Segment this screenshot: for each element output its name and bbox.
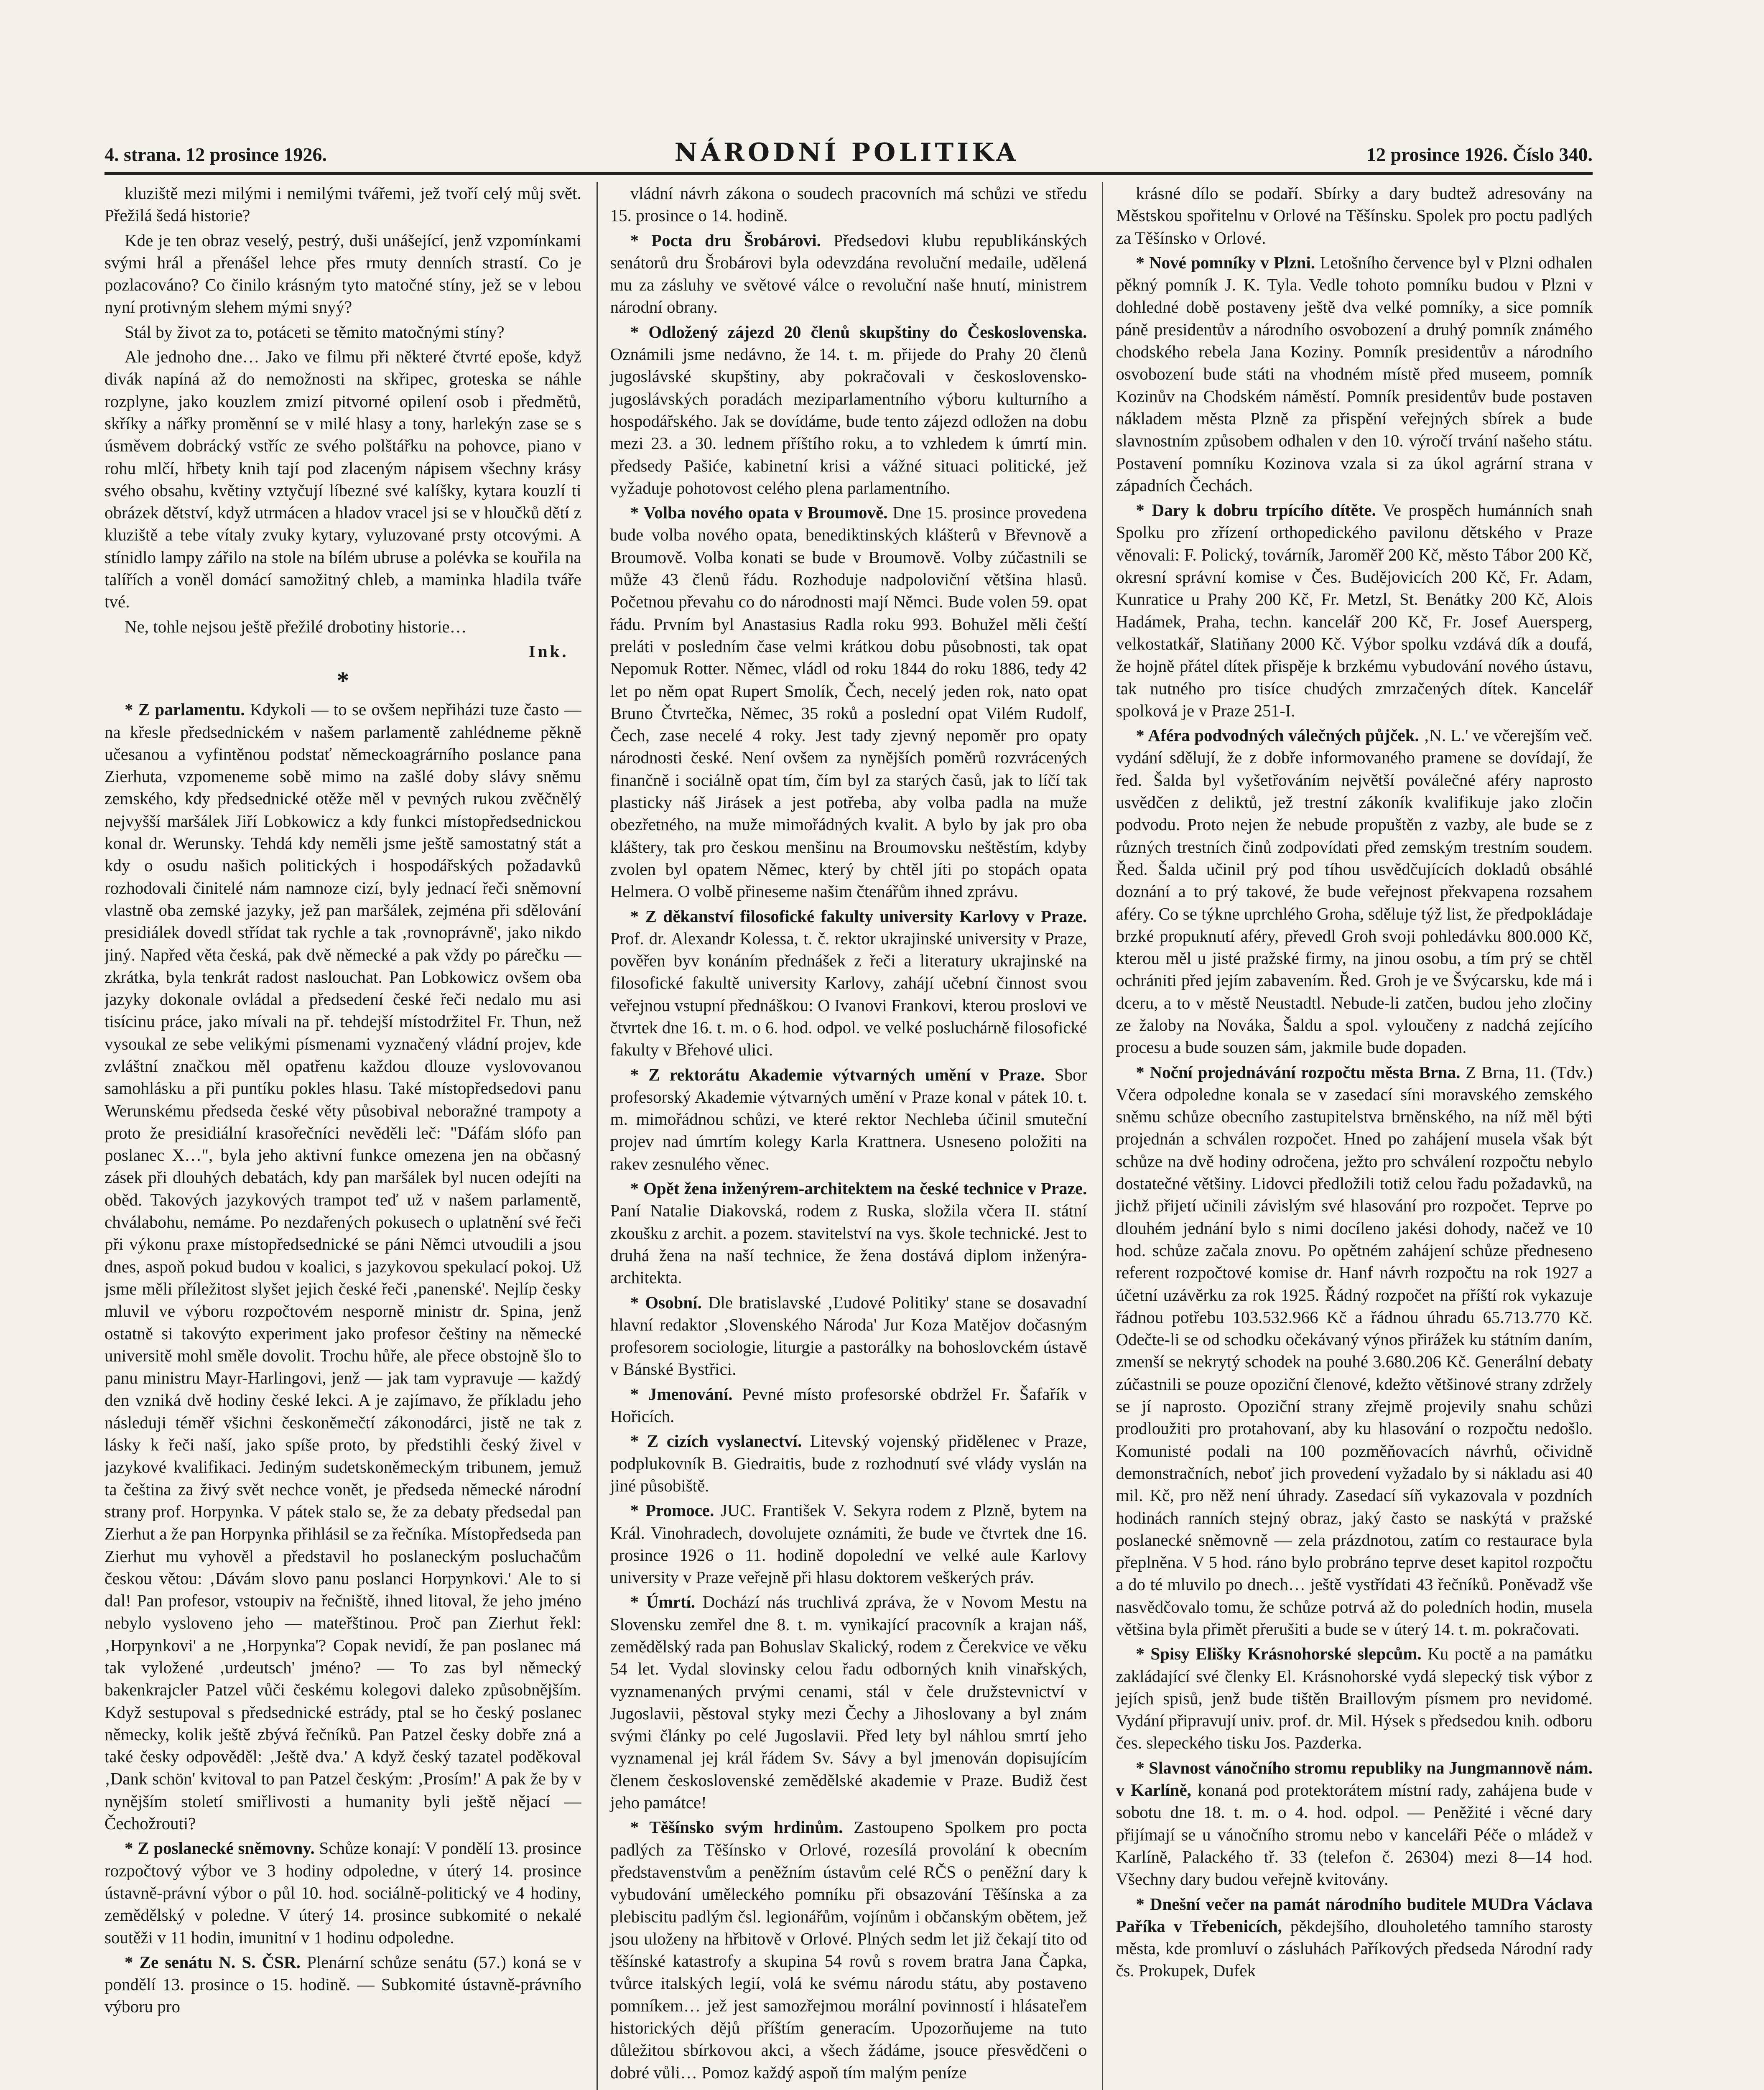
article <box>610 502 1087 902</box>
paragraph: vládní návrh zákona o soudech pracovních má schůzi ve středu 15. prosince o 14. hodině. <box>610 184 1087 225</box>
article-heading: * Ze senátu N. S. ČSR. <box>125 1952 301 1972</box>
article-body: Dochází nás truchlivá zpráva, že v Novom Mestu na Slovensku zemřel dne 8. t. m. vynikající pracovník a krajan náš, zemědělský rada pan Bohuslav Skalický, rodem z Čerekvice ve věku 54 let. Vydal slovinsky celou řadu odborných knih vinařských, vyznamenaných prvými cenami, stál v čele družstevnictví v Jugoslavii, pěstoval styky mezi Čechy a Jihoslovany a byl znám svými články po celé Jugoslavii. Před lety byl náhlou smrtí jeho vyznamenal jej král řádem Sv. Sávy a byl jmenován dopisujícím členem československé zemědělské akademie v Praze. Budiž čest jeho památce! <box>610 1592 1087 1812</box>
article-heading: * Pocta dru Šrobárovi. <box>630 230 821 250</box>
article-body: Dle bratislavské ‚Ľudové Politiky' stane se dosavadní hlavní redaktor ‚Slovenského Národa' Jur Koza Matějov dočasným profesorem sociologie, liturgie a pastorálky na bohoslovckém ústavě v Bánské Bystřici. <box>610 1292 1087 1379</box>
column-1 <box>105 182 581 2090</box>
article-body: Kdykoli — to se ovšem nepřiházi tuze často — na křesle předsednickém v našem parlamentě zahlédneme pěkně učesanou a vyfintěnou podstať německoagrárního poslance pana Zierhuta, vzpomeneme sobě mimo na zašlé doby slávy sněmu zemského, kdy předsednické otěže měl v pevných rukou zvěčnělý nejvyšší maršálek Jiří Lobkowicz a kdy funkci místopředsednickou konal dr. Werunsky. Tehdá kdy neměli jsme ještě samostatný stát a kdy o osudu našich politických i hospodářských požadavků rozhodovali činitelé nám namnoze cizí, byly jednací řeči sněmovní vlastně oba zemské jazyky, jež pan maršálek, zejména při sdělování presidiálek dovedl střídat tak rychle a tak ‚rovnoprávně', jako nikdo jiný. Napřed věta česká, pak dvě německé a pak vždy po párečku — zkrátka, byla tenkrát radost naslouchat. Pan Lobkowicz ovšem oba jazyky dokonale ovládal a předsedení české řeči nedalo mu asi tisícinu práce, jako mívali na př. tehdejší místodržitel Fr. Thun, než vysoukal ze sebe velikými písmenami vyznačený vládní projev, kde zvláštní značkou měl opatřenu každou dlouze vyslovovanou samohlásku a při puntíku pokles hlasu. Také místopředsedovi panu Werunskému předseda české věty působival neboražné trampoty a proto že presidiální krasořečníci nevěděli leč: "Dáfám slófo pan poslanec X…", byla jeho aktivní funkce omezena jen na občasný zásek při dlouhých debatách, kdy pan maršálek byl nucen odejíti na oběd. Takových jazykových trampot teď už v našem parlamentě, chválabohu, nemáme. Po nezdařených pokusech o uplatnění své řeči při výkonu praxe místopředsednické se páni Němci utvoudili a jsou dnes, aspoň pokud budou v koalici, s jazykovou spekulací pokoj. Už jsme měli příležitost slyšet jejich české řeči ‚panenské'. Nejlíp česky mluvil ve výboru rozpočtovém nesporně ministr dr. Spina, jenž ostatně si takovýto experiment jako profesor češtiny na německé universitě mohl směle dovolit. Trochu hůře, ale přece obstojně šlo to panu ministru Mayr-Harlingovi, jenž — jak tam vypravuje — každý den vzniká dvě hodiny české lekci. A je zajímavo, že příkladu jeho následuji téměř všichni českoněmečtí zákonodárci, jistě ne tak z lásky k řeči naší, jako spíše proto, by předstihli český živel v jazykové kvalifikaci. Jediným sudetskoněmeckým tribunem, jemuž ta čeština za živý svět nechce vonět, je předseda německé národní strany prof. Horpynka. V pátek stalo se, že za debaty předsedal pan Zierhut a že pan Horpynka přihlásil se za řečníka. Místopředseda pan Zierhut mu vyhověl a představil ho poslaneckým posluchačům českou větou: ‚Dávám slovo panu poslanci Horpynkovi.' Ale to si dal! Pan profesor, vstoupiv na řečniště, ihned litoval, že jeho jméno nebylo vysloveno jeho — mateřštinou. Proč pan Zierhut řekl: ‚Horpynkovi' a ne ‚Horpynka'? Copak nevidí, že pan poslanec má tak vyložené ‚urdeutsch' jméno? — To zas byl německý bakenkrajcler Patzel vůči českému kolegovi daleko způsobnějším. Když sestupoval s předsednické estrády, ptal se ho český poslanec německy, kolik ještě zbývá řečníků. Pan Patzel česky dobře zná a také česky odpověděl: ‚Ještě dva.' A když český tazatel poděkoval ‚Dank schön' kvitoval to pan Patzel českým: ‚Prosím!' A pak že by v nynějším století smiřlivosti a humanity byli ještě nějací — Čechožrouti? <box>105 700 581 1833</box>
article-heading: * Volba nového opata v Broumově. <box>630 503 888 522</box>
article-heading: * Osobní. <box>630 1292 702 1312</box>
article <box>1116 252 1593 497</box>
article-body: Sbor profesorský Akademie výtvarných umění v Praze konal v pátek 10. t. m. mimořádnou schůzi, ve které rektor Nechleba účinil smuteční projev nad úmrtím kolegy Karla Krattnera. Usneseno položiti na rakev zesnulého věnec. <box>610 1065 1087 1173</box>
article-heading: * Z parlamentu. <box>125 700 245 719</box>
article <box>610 229 1087 319</box>
paragraph: krásné dílo se podaří. Sbírky a dary budtež adresovány na Městskou spořitelnu v Orlové na Těšínsku. Spolek pro poctu padlých za Těšínsko v Orlové. <box>1116 184 1593 247</box>
article-body: Dne 15. prosince provedena bude volba nového opata, benediktinských klášterů v Břevnově a Broumově. Volba konati se bude v Broumově. Volby zúčastnili se může 43 členů řádu. Rozhoduje nadpoloviční většina hlasů. Početnou převahu co do národnosti mají Němci. Bude volen 59. opat řádu. Prvním byl Anastasius Radla roku 993. Bohužel měli čeští preláti v posledním čase velmi krátkou dobu působnosti, tak opat Nepomuk Rotter. Němec, vládl od roku 1844 do roku 1886, tedy 42 let po něm opat Rupert Smolík, Čech, necelý jeden rok, nato opat Bruno Čtvrtečka, Němec, 35 roků a poslední opat Vilém Rudolf, Čech, zase necelé 4 roky. Jest tady zjevný nepoměr pro opaty národnosti české. Není ovšem za nynějších poměrů rozvrácených finančně i sociálně opat tím, čím byl za starých časů, jak to líčí tak plasticky náš Jirásek a jest potřeba, aby volba padla na muže obezřetného, na muže mimořádných kvalit. A bylo by jak pro oba kláštery, tak pro českou menšinu na Broumovsku neštěstím, kdyby zvolen byl opatem Němec, který by chtěl jíti po stopách opata Helmera. O volbě přineseme našim čtenářům ihned zprávu. <box>610 503 1087 901</box>
article <box>610 321 1087 499</box>
article-heading: * Odložený zájezd 20 členů skupštiny do Československa. <box>630 322 1087 342</box>
paragraph: Ne, tohle nejsou ještě přežilé drobotiny historie… <box>125 617 467 636</box>
article-body: Schůze konají: V pondělí 13. prosince rozpočtový výbor ve 3 hodiny odpoledne, v úterý 14. prosince ústavně-právní výbor o půl 10. hod. sociálně-politický ve 4 hodiny, zemědělský v poledne. V úterý 14. prosince subkomité o nekalé soutěži v 11 hodin, imunitní v 1 hodinu odpoledne. <box>105 1838 581 1947</box>
article <box>1116 1643 1593 1754</box>
article-body: Ku poctě a na památku zakládající své členky El. Krásnohorské vydá slepecký tisk výbor z jejích spisů, jenž bude tištěn Braillovým písmem pro nevidomé. Vydání připravují univ. prof. dr. Mil. Hýsek s předsedou knih. odboru čes. slepeckého tisku Jos. Pazderka. <box>1116 1644 1593 1753</box>
article <box>1116 724 1593 1058</box>
article-heading: * Noční projednávání rozpočtu města Brna. <box>1136 1062 1461 1082</box>
article <box>610 1816 1087 2084</box>
section-separator: * <box>336 667 349 695</box>
column-2 <box>596 182 1087 2090</box>
article <box>1116 499 1593 722</box>
article <box>610 1383 1087 1428</box>
author-signature: Ink. <box>528 641 569 661</box>
article <box>610 1292 1087 1381</box>
article-heading: * Promoce. <box>630 1501 714 1520</box>
article-heading: * Z cizích vyslanectví. <box>630 1431 802 1451</box>
paragraph: Kde je ten obraz veselý, pestrý, duši unášející, jenž vzpomínkami svými hrál a přenášel lehce přes rmuty denních strastí. Co je pozlacováno? Co činilo krásným tyto matočné stíny, jež se v lebou nyní protivným slehem mými snyý? <box>105 230 581 317</box>
article-body: Z Brna, 11. (Tdv.) Včera odpoledne konala se v zasedací síni moravského zemského sněmu schůze obecního zastupitelstva brněnského, na níž měl býti projednán a schválen rozpočet. Hned po zahájení musela však být schůze na dvě hodiny odročena, ježto pro schválení rozpočtu nebylo dostatečné většiny. Lidovci předložili totiž celou řadu požadavků, na jichž přijetí učinili závislým své hlasování pro rozpočet. Teprve po dlouhém jednání bylo s nimi docíleno jakési dohody, načež ve 10 hod. schůze začala znovu. Po opětném zahájení schůze předneseno referent rozpočtové komise dr. Hanf návrh rozpočtu na rok 1927 a účetní uzávěrku za rok 1925. Řádný rozpočet na příští rok vykazuje řádnou potřebu 103.532.966 Kč a řádnou úhradu 65.713.770 Kč. Odečte-li se od schodku očekávaný výnos přirážek ku státním daním, zmenší se nekrytý schodek na pouhé 3.680.206 Kč. Generální debaty zúčastnili se pouze opoziční členové, kdežto většinové strany zdržely se jí naprosto. Opoziční strany zřejmě projevily snahu schůzi prodloužiti pro protahovaní, aby ku hlasování o rozpočtu nedošlo. Komunisté podali na 100 pozměňovacích návrhů, očividně demonstračních, neboť jich provedení vyžadalo by si nákladu asi 40 mil. Kč, pro něž není úhrady. Zasedací síň vykazovala v pozdních hodinách ranních stejný obraz, jaký často se naskýtá v pražské poslanecké sněmovně — zela prázdnotou, zatím co restaurace byla přeplněna. V 5 hod. ráno bylo probráno teprve deset kapitol rozpočtu a do té mluvilo po dnech… ještě vystřídati 43 řečníků. Poněvadž vše nasvědčovalo tomu, že schůze potrvá až do poledních hodin, musela většina byla přimět přerušiti a bude se v úterý 14. t. m. pokračovati. <box>1116 1062 1593 1639</box>
article-heading: * Z děkanství filosofické fakulty university Karlovy v Praze. <box>630 906 1087 926</box>
article <box>610 1499 1087 1588</box>
article <box>105 698 581 1835</box>
article-heading: * Z poslanecké sněmovny. <box>125 1838 315 1858</box>
article-body: Oznámili jsme nedávno, že 14. t. m. přijede do Prahy 20 členů jugoslávské skupštiny, aby pokračovali v československo-jugoslávských poradách meziparlamentního výboru kulturního a hospodářského. Jak se dovídáme, bude tento zájezd odložen na dobu mezi 23. a 30. lednem příštího roku, a to vzhledem k úmrtí min. předsedy Pašiće, kabinetní krisi a vážné situaci politické, jež vyžaduje pohotovost celého plena parlamentního. <box>610 344 1087 497</box>
article <box>610 1430 1087 1497</box>
article-body: pěkdejšího, dlouholetého tamního starosty města, kde promluví o zásluhách Paříkových předseda Národní rady čs. Prokupek, Dufek <box>1116 1916 1593 1980</box>
article-heading: * Dary k dobru trpícího dítěte. <box>1136 500 1376 520</box>
article-heading: * Z rektorátu Akademie výtvarných umění v Praze. <box>630 1065 1045 1084</box>
article-heading: * Spisy Elišky Krásnohorské slepcům. <box>1136 1644 1422 1664</box>
column-3 <box>1102 182 1593 2090</box>
paragraph: Ale jednoho dne… Jako ve filmu při některé čtvrté epoše, když divák napíná až do nemožnosti na skřipec, groteska se náhle rozplyne, jako kouzlem zmizí pitvorné opilení osob i předmětů, skříky a nářky proměnní se v milé hlasy a tony, harlekýn zase se s úsměvem dobrácký vstříc ze svého polštářku na pohovce, piano v rohu mlčí, hřbety knih tají pod zlaceným nápisem všechny krásy svého obsahu, květiny vztyčují líbezné své kalíšky, kytara kouzlí ti obrázek dětství, když utrmácen a hladov vracel jsi se v hloučků dětí z kluziště a tebe vítaly zvuky kytary, vyluzované prsty otcovými. A stínidlo lampy zářilo na stole na bílém ubruse a polévka se kouřila na talířích a voněl domácí samožitný chleb, a maminka hladila tváře tvé. <box>105 347 581 612</box>
article-body: Předsedovi klubu republikánských senátorů dru Šrobárovi byla odevzdána revoluční medaile, udělená mu za zásluhy ve světové válce o revoluční naše hnutí, ministrem národní obrany. <box>610 230 1087 317</box>
issue-date-number: 12 prosince 1926. Číslo 340. <box>1366 144 1593 165</box>
article-body: konaná pod protektorátem místní rady, zahájena bude v sobotu dne 18. t. m. o 4. hod. odpol. — Peněžité i věcné dary přijímají se u vánočního stromu nebo v kanceláři Péče o mládež v Karlíně, Palackého tř. 33 (telefon č. 26304) mezi 8—14 hod. Všechny dary budou veřejně kvitovány. <box>1116 1780 1593 1889</box>
article-heading: * Opět žena inženýrem-architektem na české technice v Praze. <box>630 1179 1087 1198</box>
article <box>610 905 1087 1061</box>
article-body: Plenární schůze senátu (57.) koná se v pondělí 13. prosince o 15. hodině. — Subkomité ústavně-právního výboru pro <box>105 1952 581 2016</box>
article <box>610 1591 1087 1814</box>
article-heading: * Aféra podvodných válečných půjček. <box>1136 726 1419 745</box>
newspaper-page <box>105 138 1593 2090</box>
article-body: Paní Natalie Diakovská, rodem z Ruska, složila včera II. státní zkoušku z archit. a pozem. stavitelství na vys. škole technické. Jest to druhá žena na naší technice, že žena dostává diplom inženýra-architekta. <box>610 1201 1087 1287</box>
article-heading: * Jmenování. <box>630 1384 733 1404</box>
article <box>610 1064 1087 1175</box>
article <box>105 1837 581 1948</box>
page-header <box>105 138 1593 175</box>
article-body: Zastoupeno Spolkem pro pocta padlých za Těšínsko v Orlové, rozesílá provolání k obecním představenstvům a peněžním ústavům celé RČS o peněžní dary k vybudování uměleckého pomníku při obsazování Těšínska a za plebiscitu padlým čsl. legionářům, vojínům i občanským obětem, jež jsou uloženy na hřbitově v Orlové. Plných sedm let již čekají tito od těšínské katastrofy a skupina 54 rovů s rovem bratra Jana Čapka, tvůrce italských legií, volá ke svému národu státu, aby postaveno pomníkem… jež jest samozřejmou morální povinností i hlásateľem historických dějů příštím generacím. Upozorňujeme na tuto důležitou sbírkovou akci, a všech žádáme, jsouce přesvědčeni o dobré vůli… Pomoz každý aspoň tím malým peníze <box>610 1817 1087 2082</box>
article-body: Prof. dr. Alexandr Kolessa, t. č. rektor ukrajinské university v Praze, pověřen byv konáním přednášek z řeči a literatury ukrajinské na filosofické fakultě university Karlovy, zahájí učební činnost svou veřejnou vstupní přednáškou: O Ivanovi Frankovi, kterou proslovi ve čtvrtek dne 16. t. m. o 6. hod. odpol. ve velké posluchárně filosofické fakulty v Břehové ulici. <box>610 928 1087 1060</box>
article-columns <box>105 182 1593 2090</box>
article <box>105 1951 581 2018</box>
article-body: JUC. František V. Sekyra rodem z Plzně, bytem na Král. Vinohradech, dovolujete oznámiti, že bude ve čtvrtek dne 16. prosince 1926 o 11. hodině dopolední ve velké aule Karlovy university v Praze veřejně při hlasu doktorem veškerých práv. <box>610 1501 1087 1587</box>
article <box>1116 1893 1593 1982</box>
article-heading: * Těšínsko svým hrdinům. <box>630 1817 843 1837</box>
article <box>1116 1061 1593 1641</box>
article-body: Ve prospěch humánních snah Spolku pro zřízení orthopedického pavilonu dětského v Praze věnovali: F. Polický, továrník, Jaroměř 200 Kč, město Tábor 200 Kč, okresní správní komise v Čes. Budějovicích 200 Kč, Fr. Adam, Kunratice u Prahy 200 Kč, Fr. Metzl, St. Benátky 200 Kč, Alois Hadámek, Praha, techn. kancelář 200 Kč, Fr. Josef Auersperg, velkostatkář, Slatiňany 2000 Kč. Výbor spolku vzdává dík a doufá, že hojně přátel dítek přispěje k brzkému vybudování nového ústavu, tak nutného pro tisíce chudých zmrzačených dítek. Kancelář spolková je v Praze 251-I. <box>1116 500 1593 720</box>
article-body: Pevné místo profesorské obdržel Fr. Šafařík v Hořicích. <box>610 1384 1087 1426</box>
paragraph: Stál by život za to, potáceti se těmito matočnými stíny? <box>125 322 505 342</box>
article <box>1116 1757 1593 1891</box>
article-heading: * Dnešní večer na památ národního buditele MUDra Václava Paříka v Třebenicích, <box>1116 1894 1593 1936</box>
article-body: ‚N. L.' ve včerejším več. vydání sdělují, že z dobře informovaného pramene se dovídají, že řed. Šalda byl vyšetřováním největší poválečné aféry naprosto usvědčen z deliktů, jež trestní zákoník kvalifikuje jako zločin podvodu. Proto nejen že nebude propuštěn z vazby, ale bude se z různých trestních činů zodpovídati před zemským trestním soudem. Řed. Šalda učinil prý pod tíhou usvědčujících dokladů obsáhlé doznání a to prý takové, že bude veřejnost překvapena rozsahem aféry. Co se týkne uprchlého Groha, sděluje týž list, že předpokládaje brzké propuknutí aféry, převedl Groh svoji pohledávku 800.000 Kč, kterou měl u jisté pražské firmy, na jinou osobu, a tím prý se chtěl ochrániti před jejím zabavením. Řed. Groh je ve Švýcarsku, kde má i dceru, a to v městě Neustadtl. Nebude-li zatčen, budou jeho zločiny ze žaloby na Nováka, Šaldu a spol. vyloučeny z nadchá zejícího procesu a bude souzen sám, jakmile bude dopaden. <box>1116 726 1593 1057</box>
article-heading: * Slavnost vánočního stromu republiky na Jungmannově nám. v Karlíně, <box>1116 1758 1593 1800</box>
article <box>610 1178 1087 1289</box>
newspaper-title: NÁRODNÍ POLITIKA <box>674 138 1019 167</box>
paragraph: kluziště mezi milými i nemilými tvářemi, jež tvoří celý můj svět. Přežilá šedá historie? <box>105 184 581 225</box>
article-body: Letošního července byl v Plzni odhalen pěkný pomník J. K. Tyla. Vedle tohoto pomníku budou v Plzni v dohledné době postaveny ještě dva velké pomníky, a sice pomník páně presidentův a národního osvobození a druhý pomník známého chodského rebela Jana Koziny. Pomník presidentův a národního osvobození bude státi na vhodném místě před museem, pomník Kozinův na Chodském náměstí. Pomník presidentův bude postaven nákladem města Plzně za přispění veřejných sbírek a bude slavnostním způsobem odhalen v den 10. výročí trvání našeho státu. Postavení pomníku Kozinova vzala si za úkol agrární strana v západních Čechách. <box>1116 252 1593 495</box>
article-heading: * Úmrtí. <box>630 1592 696 1612</box>
page-number-date: 4. strana. 12 prosince 1926. <box>105 144 327 165</box>
article-heading: * Nové pomníky v Plzni. <box>1136 252 1315 272</box>
article-body: Litevský vojenský přidělenec v Praze, podplukovník B. Giedraitis, bude z rozhodnutí své vlády vyslán na jiné působiště. <box>610 1431 1087 1495</box>
